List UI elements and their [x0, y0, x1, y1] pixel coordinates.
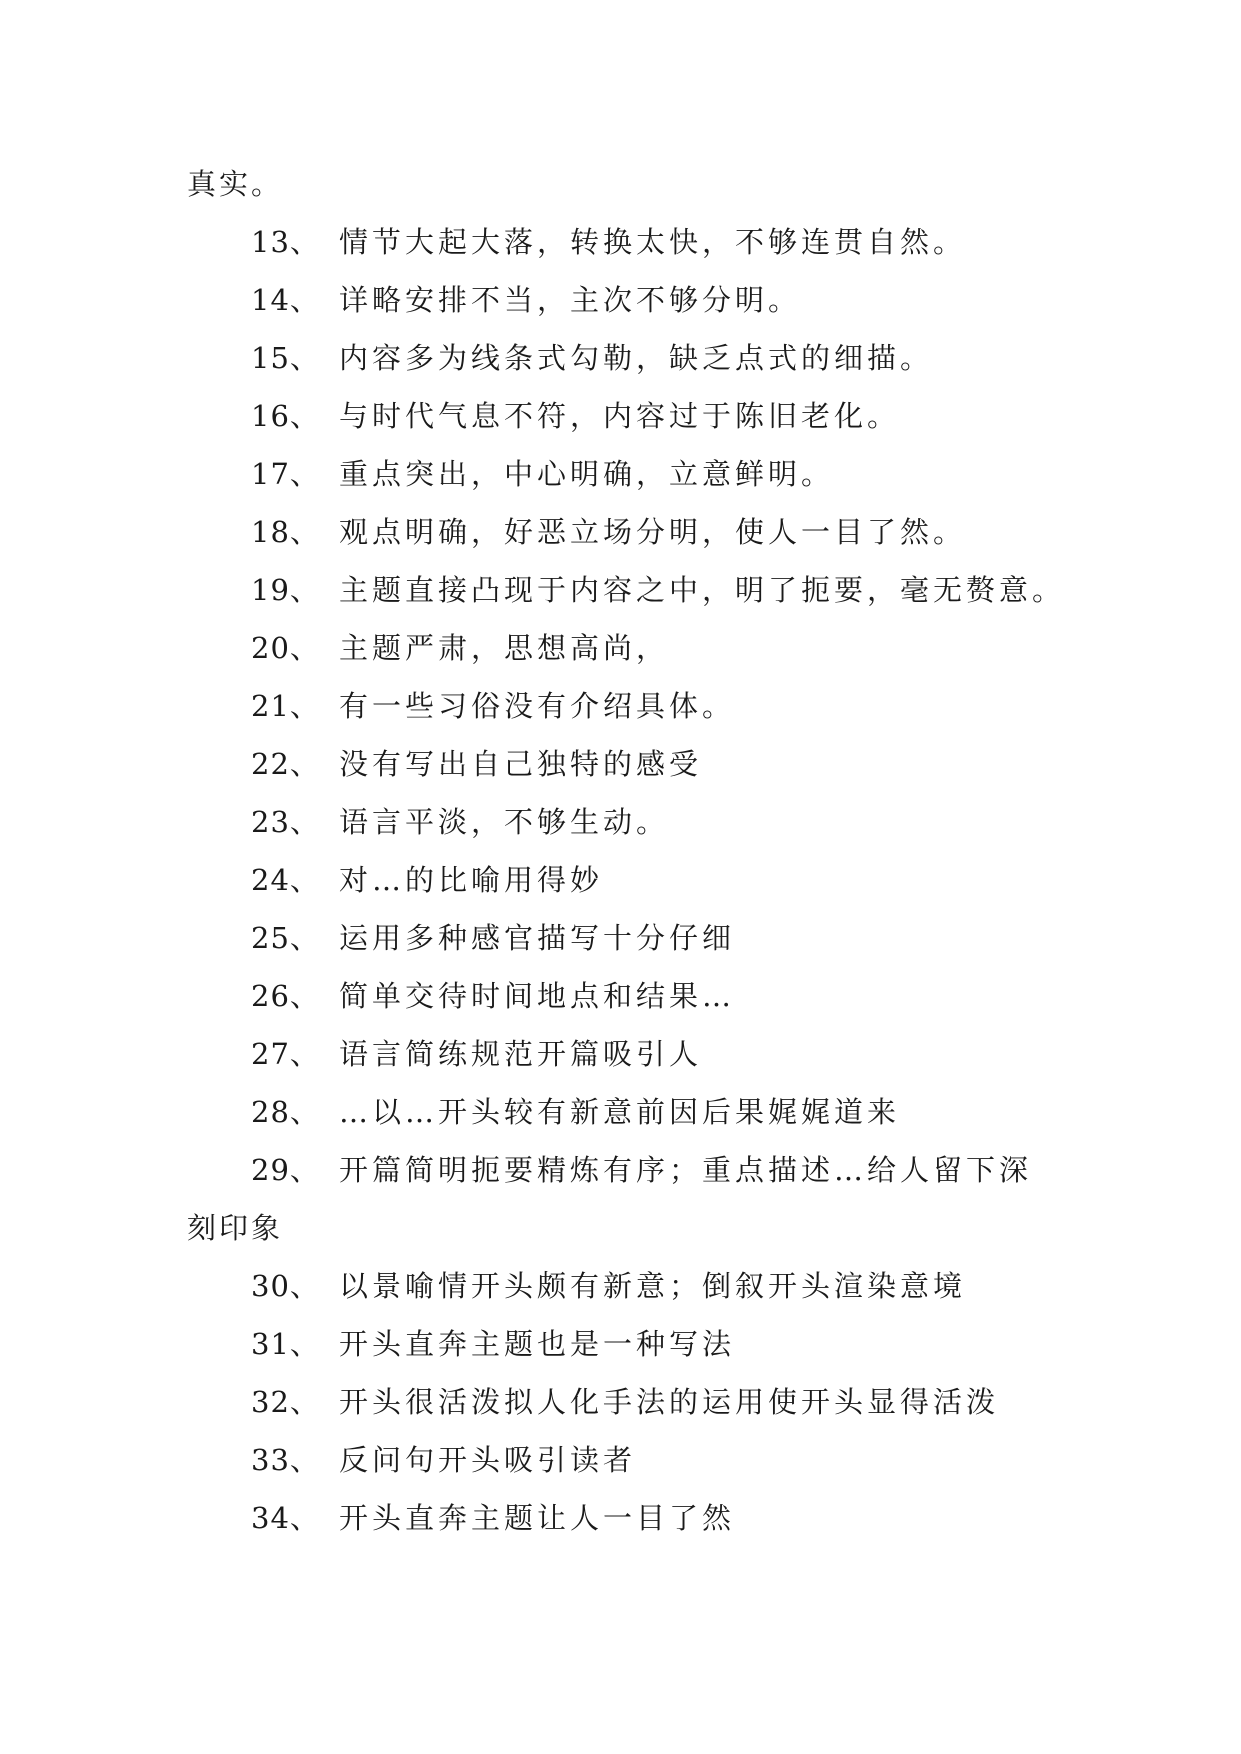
item-number: 25、	[251, 921, 320, 955]
item-number: 32、	[251, 1385, 320, 1419]
item-number: 28、	[251, 1095, 320, 1129]
item-text: 内容多为线条式勾勒，缺乏点式的细描。	[339, 341, 934, 375]
item-text: …以…开头较有新意前因后果娓娓道来	[339, 1095, 901, 1129]
item-text: 开头直奔主题也是一种写法	[339, 1327, 736, 1361]
item-text: 有一些习俗没有介绍具体。	[339, 689, 736, 723]
item-number: 13、	[251, 225, 320, 259]
item-number: 33、	[251, 1443, 320, 1477]
item-number: 21、	[251, 689, 320, 723]
item-text: 对…的比喻用得妙	[339, 863, 604, 897]
item-continuation: 刻印象	[187, 1211, 284, 1245]
item-number: 19、	[251, 573, 320, 607]
item-number: 24、	[251, 863, 320, 897]
item-number: 31、	[251, 1327, 320, 1361]
item-text: 以景喻情开头颇有新意；倒叙开头渲染意境	[339, 1269, 967, 1303]
item-number: 34、	[251, 1501, 320, 1535]
item-text: 情节大起大落，转换太快，不够连贯自然。	[339, 225, 967, 259]
item-text: 开篇简明扼要精炼有序；重点描述…给人留下深	[339, 1153, 1033, 1187]
item-number: 27、	[251, 1037, 320, 1071]
item-text: 与时代气息不符，内容过于陈旧老化。	[339, 399, 901, 433]
item-number: 30、	[251, 1269, 320, 1303]
item-text: 重点突出，中心明确，立意鲜明。	[339, 457, 835, 491]
item-number: 26、	[251, 979, 320, 1013]
item-text: 没有写出自己独特的感受	[339, 747, 703, 781]
item-number: 18、	[251, 515, 320, 549]
item-text: 详略安排不当，主次不够分明。	[339, 283, 802, 317]
item-text: 反问句开头吸引读者	[339, 1443, 637, 1477]
item-text: 主题严肃，思想高尚，	[339, 631, 670, 665]
item-text: 简单交待时间地点和结果…	[339, 979, 736, 1013]
item-number: 17、	[251, 457, 320, 491]
item-text: 开头很活泼拟人化手法的运用使开头显得活泼	[339, 1385, 1000, 1419]
lead-continuation: 真实。	[187, 167, 284, 201]
item-text: 语言平淡，不够生动。	[339, 805, 670, 839]
item-number: 16、	[251, 399, 320, 433]
item-number: 15、	[251, 341, 320, 375]
item-text: 观点明确，好恶立场分明，使人一目了然。	[339, 515, 967, 549]
item-number: 14、	[251, 283, 320, 317]
item-number: 22、	[251, 747, 320, 781]
item-text: 主题直接凸现于内容之中，明了扼要，毫无赘意。	[339, 573, 1066, 607]
item-text: 运用多种感官描写十分仔细	[339, 921, 736, 955]
item-text: 开头直奔主题让人一目了然	[339, 1501, 736, 1535]
item-number: 20、	[251, 631, 320, 665]
item-number: 23、	[251, 805, 320, 839]
item-text: 语言简练规范开篇吸引人	[339, 1037, 703, 1071]
item-number: 29、	[251, 1153, 320, 1187]
